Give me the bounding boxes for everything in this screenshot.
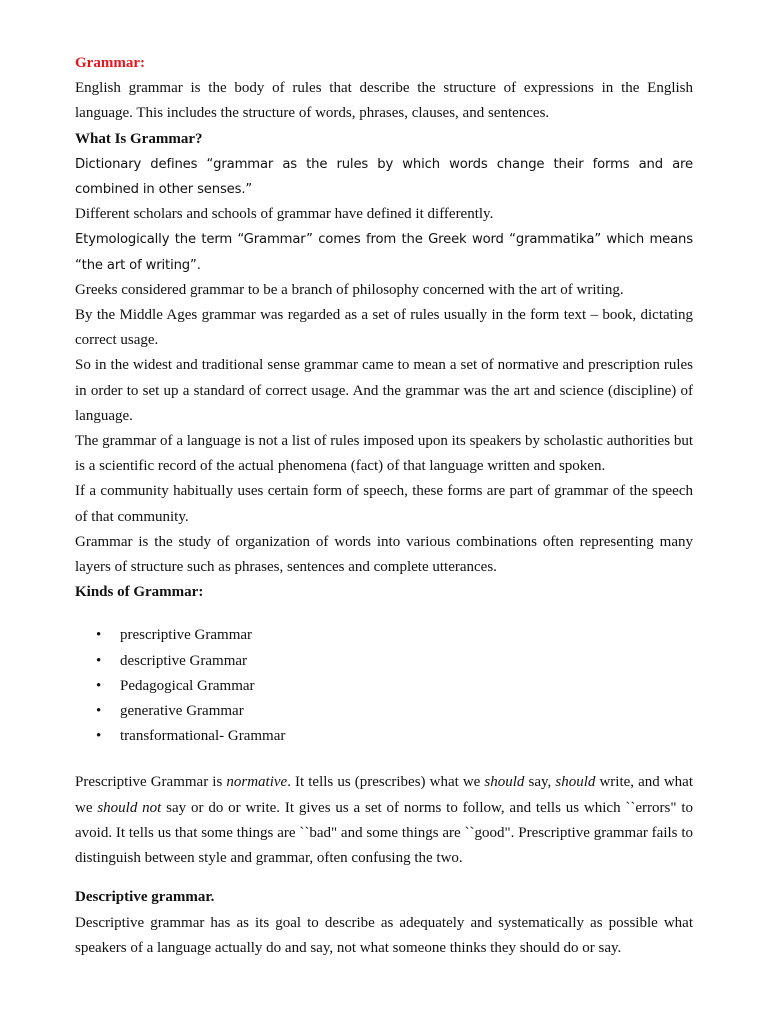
bullet-icon: • <box>96 627 102 644</box>
text-run: say, <box>524 774 556 791</box>
greeks-paragraph: Greeks considered grammar to be a branch of philosophy concerned with the art of writing. <box>75 281 624 298</box>
emphasis-should-not: should not <box>97 799 162 816</box>
text-run: write, and what we <box>75 774 694 816</box>
list-item-label: descriptive Grammar <box>120 652 248 669</box>
intro-paragraph: English grammar is the body of rules that describe the structure of expressions in the English language. This includes the structure of words, phrases, clauses, and sentences. <box>75 80 693 122</box>
list-item-label: transformational- Grammar <box>120 728 286 745</box>
scholars-paragraph: Different scholars and schools of grammar have defined it differently. <box>75 206 494 223</box>
list-item-label: generative Grammar <box>120 703 244 720</box>
middle-ages-paragraph: By the Middle Ages grammar was regarded as a set of rules usually in the form text – book, dictating correct usage. <box>75 307 693 349</box>
text-run: say or do or write. It gives us a set of norms to follow, and tells us which ``errors" to avoid. It tells us that some things are ``bad" and some things are ``good". Prescriptive grammar fails to distinguish between style and grammar, often confusing the two. <box>75 799 693 867</box>
document-page <box>75 51 693 961</box>
list-item <box>75 724 693 749</box>
text-run: Prescriptive Grammar is <box>75 774 227 791</box>
bullet-icon: • <box>96 728 102 745</box>
list-item <box>75 674 693 699</box>
emphasis-normative: normative <box>226 774 288 791</box>
list-item-label: Pedagogical Grammar <box>120 677 255 694</box>
heading-what-is-grammar: What Is Grammar? <box>75 130 203 147</box>
bullet-icon: • <box>96 652 102 669</box>
dictionary-definition-paragraph: Dictionary defines “grammar as the rules by which words change their forms and are combined in other senses.” <box>75 156 693 198</box>
list-item <box>75 699 693 724</box>
not-list-of-rules-paragraph: The grammar of a language is not a list of rules imposed upon its speakers by scholastic authorities but is a scientific record of the actual phenomena (fact) of that language written and spoken. <box>75 433 693 475</box>
community-paragraph: If a community habitually uses certain form of speech, these forms are part of grammar of the speech of that community. <box>75 483 693 525</box>
heading-grammar: Grammar: <box>75 55 145 71</box>
descriptive-grammar-paragraph: Descriptive grammar has as its goal to describe as adequately and systematically as possible what speakers of a language actually do and say, not what someone thinks they should do or say. <box>75 914 693 956</box>
heading-descriptive-grammar: Descriptive grammar. <box>75 889 215 906</box>
widest-sense-paragraph: So in the widest and traditional sense grammar came to mean a set of normative and prescription rules in order to set up a standard of correct usage. And the grammar was the art and science (discipline) of language. <box>75 357 693 424</box>
grammar-study-paragraph: Grammar is the study of organization of words into various combinations often representing many layers of structure such as phrases, sentences and complete utterances. <box>75 533 693 576</box>
emphasis-should: should <box>484 774 525 791</box>
list-item <box>75 649 693 674</box>
etymology-paragraph: Etymologically the term “Grammar” comes from the Greek word “grammatika” which means “the art of writing”. <box>75 232 693 273</box>
kinds-list <box>75 623 693 749</box>
text-run: . It tells us (prescribes) what we <box>287 774 485 791</box>
bullet-icon: • <box>96 703 102 720</box>
prescriptive-grammar-paragraph <box>75 770 693 871</box>
emphasis-should: should <box>555 774 596 791</box>
heading-kinds-of-grammar: Kinds of Grammar: <box>75 584 204 601</box>
list-item <box>75 623 693 648</box>
bullet-icon: • <box>96 677 102 694</box>
list-item-label: prescriptive Grammar <box>120 627 253 644</box>
